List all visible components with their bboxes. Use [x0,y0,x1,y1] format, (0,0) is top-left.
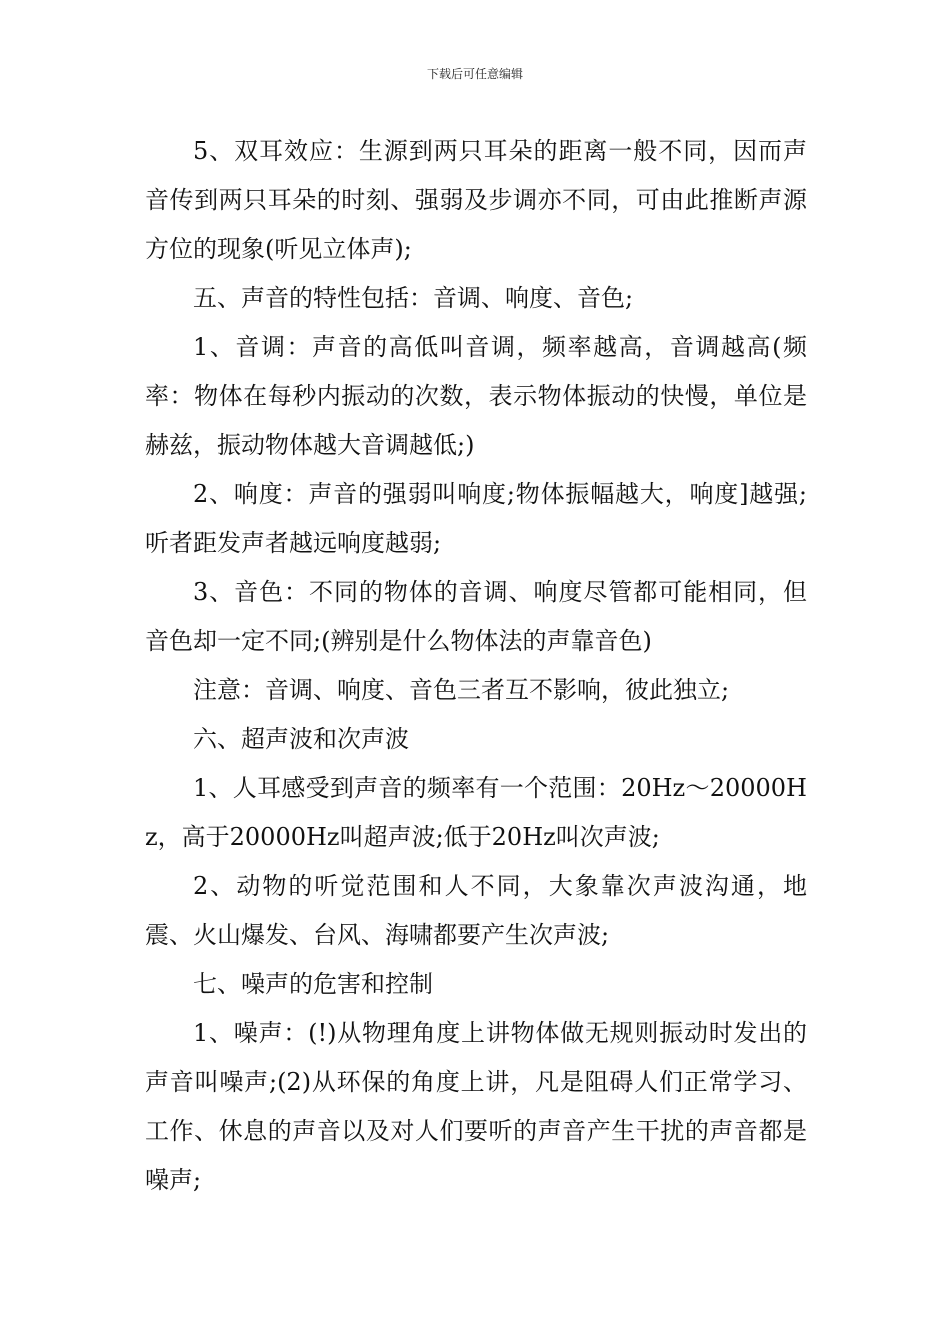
paragraph-timbre: 3、音色：不同的物体的音调、响度尽管都可能相同，但音色却一定不同;(辨别是什么物体法的声靠音色) [145,578,807,655]
page-header: 下载后可任意编辑 [426,67,523,81]
heading-ultrasound-infrasound: 六、超声波和次声波 [193,725,409,753]
paragraph-noise-definition: 1、噪声：(!)从物理角度上讲物体做无规则振动时发出的声音叫噪声;(2)从环保的角度上讲，凡是阻碍人们正常学习、工作、休息的声音以及对人们要听的声音产生干扰的声音都是噪声; [145,1019,807,1194]
paragraph-animal-hearing: 2、动物的听觉范围和人不同，大象靠次声波沟通，地震、火山爆发、台风、海啸都要产生次声波; [145,872,807,949]
paragraph-binaural-effect: 5、双耳效应：生源到两只耳朵的距离一般不同，因而声音传到两只耳朵的时刻、强弱及步调亦不同，可由此推断声源方位的现象(听见立体声); [145,137,807,263]
heading-noise: 七、噪声的危害和控制 [193,970,433,998]
paragraph-pitch: 1、音调：声音的高低叫音调，频率越高，音调越高(频率：物体在每秒内振动的次数，表示物体振动的快慢，单位是赫兹，振动物体越大音调越低;) [145,333,807,459]
paragraph-loudness: 2、响度：声音的强弱叫响度;物体振幅越大，响度]越强;听者距发声者越远响度越弱; [145,480,807,557]
heading-sound-characteristics: 五、声音的特性包括：音调、响度、音色; [193,284,634,312]
document-body [145,127,807,1205]
paragraph-hearing-range: 1、人耳感受到声音的频率有一个范围：20Hz～20000Hz，高于20000Hz叫超声波;低于20Hz叫次声波; [145,774,807,851]
paragraph-note: 注意：音调、响度、音色三者互不影响，彼此独立; [193,676,730,704]
